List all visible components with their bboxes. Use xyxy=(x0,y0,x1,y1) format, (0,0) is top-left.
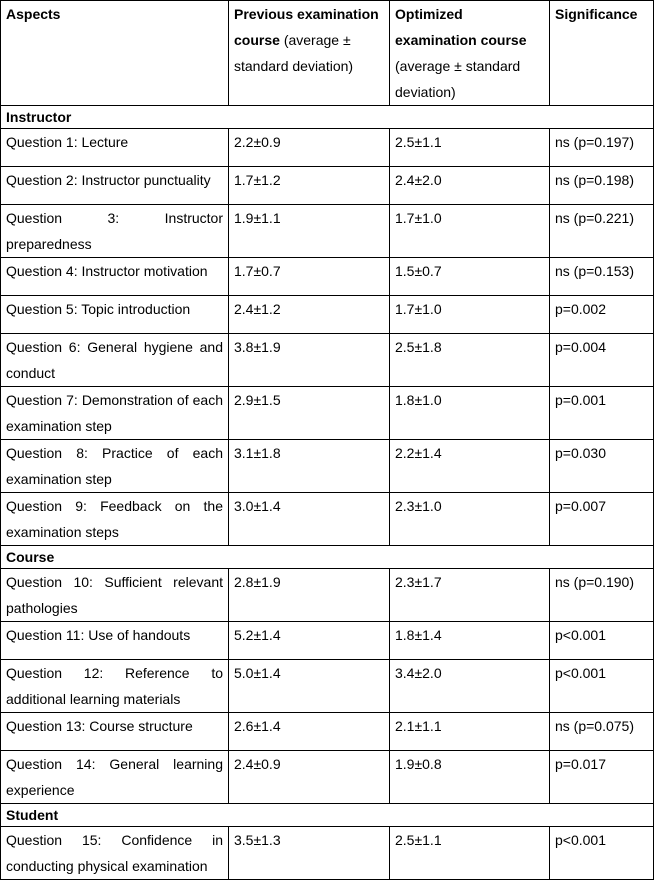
header-optimized xyxy=(390,1,550,106)
previous-cell: 3.0±1.4 xyxy=(229,493,390,546)
previous-cell: 1.9±1.1 xyxy=(229,205,390,258)
table-row xyxy=(1,569,654,622)
table-row xyxy=(1,296,654,334)
significance-cell: p=0.002 xyxy=(550,296,654,334)
aspect-cell: Question 3: Instructor preparedness xyxy=(1,205,229,258)
previous-cell: 2.4±1.2 xyxy=(229,296,390,334)
aspect-cell: Question 15: Confidence in conducting physical examination xyxy=(1,827,229,880)
table-row xyxy=(1,205,654,258)
significance-cell: ns (p=0.190) xyxy=(550,569,654,622)
previous-cell: 2.9±1.5 xyxy=(229,387,390,440)
table-row xyxy=(1,751,654,804)
significance-cell: p=0.007 xyxy=(550,493,654,546)
significance-cell: ns (p=0.221) xyxy=(550,205,654,258)
optimized-cell: 1.8±1.4 xyxy=(390,622,550,660)
table-row xyxy=(1,622,654,660)
significance-cell: ns (p=0.198) xyxy=(550,167,654,205)
previous-cell: 5.2±1.4 xyxy=(229,622,390,660)
optimized-cell: 2.1±1.1 xyxy=(390,713,550,751)
previous-cell: 2.8±1.9 xyxy=(229,569,390,622)
optimized-cell: 1.7±1.0 xyxy=(390,205,550,258)
significance-cell: p=0.001 xyxy=(550,387,654,440)
aspect-cell: Question 8: Practice of each examination step xyxy=(1,440,229,493)
table-row xyxy=(1,129,654,167)
significance-cell: ns (p=0.075) xyxy=(550,713,654,751)
optimized-cell: 1.9±0.8 xyxy=(390,751,550,804)
aspect-cell: Question 13: Course structure xyxy=(1,713,229,751)
previous-cell: 3.5±1.3 xyxy=(229,827,390,880)
table-row xyxy=(1,493,654,546)
aspect-cell: Question 1: Lecture xyxy=(1,129,229,167)
table-row xyxy=(1,660,654,713)
previous-cell: 1.7±1.2 xyxy=(229,167,390,205)
significance-cell: p=0.017 xyxy=(550,751,654,804)
table-row xyxy=(1,827,654,880)
significance-cell: p=0.004 xyxy=(550,334,654,387)
optimized-cell: 2.3±1.7 xyxy=(390,569,550,622)
section-row-student xyxy=(1,804,654,827)
optimized-cell: 2.5±1.1 xyxy=(390,129,550,167)
aspect-cell: Question 12: Reference to additional learning materials xyxy=(1,660,229,713)
table-row xyxy=(1,258,654,296)
aspect-cell: Question 7: Demonstration of each examination step xyxy=(1,387,229,440)
previous-cell: 1.7±0.7 xyxy=(229,258,390,296)
section-title: Instructor xyxy=(1,106,654,129)
optimized-cell: 2.5±1.1 xyxy=(390,827,550,880)
aspect-cell: Question 9: Feedback on the examination steps xyxy=(1,493,229,546)
optimized-cell: 2.2±1.4 xyxy=(390,440,550,493)
section-title: Course xyxy=(1,546,654,569)
significance-cell: ns (p=0.197) xyxy=(550,129,654,167)
header-previous xyxy=(229,1,390,106)
table-row xyxy=(1,334,654,387)
header-significance xyxy=(550,1,654,106)
aspect-cell: Question 11: Use of handouts xyxy=(1,622,229,660)
significance-cell: p<0.001 xyxy=(550,660,654,713)
previous-cell: 2.2±0.9 xyxy=(229,129,390,167)
optimized-cell: 2.3±1.0 xyxy=(390,493,550,546)
header-optimized-title: Optimized examination course xyxy=(395,6,527,48)
previous-cell: 2.6±1.4 xyxy=(229,713,390,751)
optimized-cell: 3.4±2.0 xyxy=(390,660,550,713)
section-row-instructor xyxy=(1,106,654,129)
header-optimized-sub: (average ± standard deviation) xyxy=(395,58,521,100)
previous-cell: 5.0±1.4 xyxy=(229,660,390,713)
table-header-row xyxy=(1,1,654,106)
aspect-cell: Question 5: Topic introduction xyxy=(1,296,229,334)
header-previous-sub: (average ± standard deviation) xyxy=(234,32,354,74)
optimized-cell: 1.8±1.0 xyxy=(390,387,550,440)
optimized-cell: 2.5±1.8 xyxy=(390,334,550,387)
significance-cell: p=0.030 xyxy=(550,440,654,493)
aspect-cell: Question 10: Sufficient relevant pathologies xyxy=(1,569,229,622)
optimized-cell: 1.7±1.0 xyxy=(390,296,550,334)
optimized-cell: 2.4±2.0 xyxy=(390,167,550,205)
optimized-cell: 1.5±0.7 xyxy=(390,258,550,296)
aspect-cell: Question 2: Instructor punctuality xyxy=(1,167,229,205)
table-row xyxy=(1,713,654,751)
significance-cell: p<0.001 xyxy=(550,622,654,660)
aspect-cell: Question 6: General hygiene and conduct xyxy=(1,334,229,387)
aspect-cell: Question 14: General learning experience xyxy=(1,751,229,804)
table-row xyxy=(1,167,654,205)
header-aspects-label: Aspects xyxy=(6,6,61,22)
table-row xyxy=(1,387,654,440)
aspect-cell: Question 4: Instructor motivation xyxy=(1,258,229,296)
significance-cell: ns (p=0.153) xyxy=(550,258,654,296)
table-row xyxy=(1,440,654,493)
section-row-course xyxy=(1,546,654,569)
header-previous-title: Previous examination course xyxy=(234,6,379,48)
significance-cell: p<0.001 xyxy=(550,827,654,880)
section-title: Student xyxy=(1,804,654,827)
previous-cell: 2.4±0.9 xyxy=(229,751,390,804)
header-aspects xyxy=(1,1,229,106)
header-significance-label: Significance xyxy=(555,6,638,22)
previous-cell: 3.1±1.8 xyxy=(229,440,390,493)
previous-cell: 3.8±1.9 xyxy=(229,334,390,387)
